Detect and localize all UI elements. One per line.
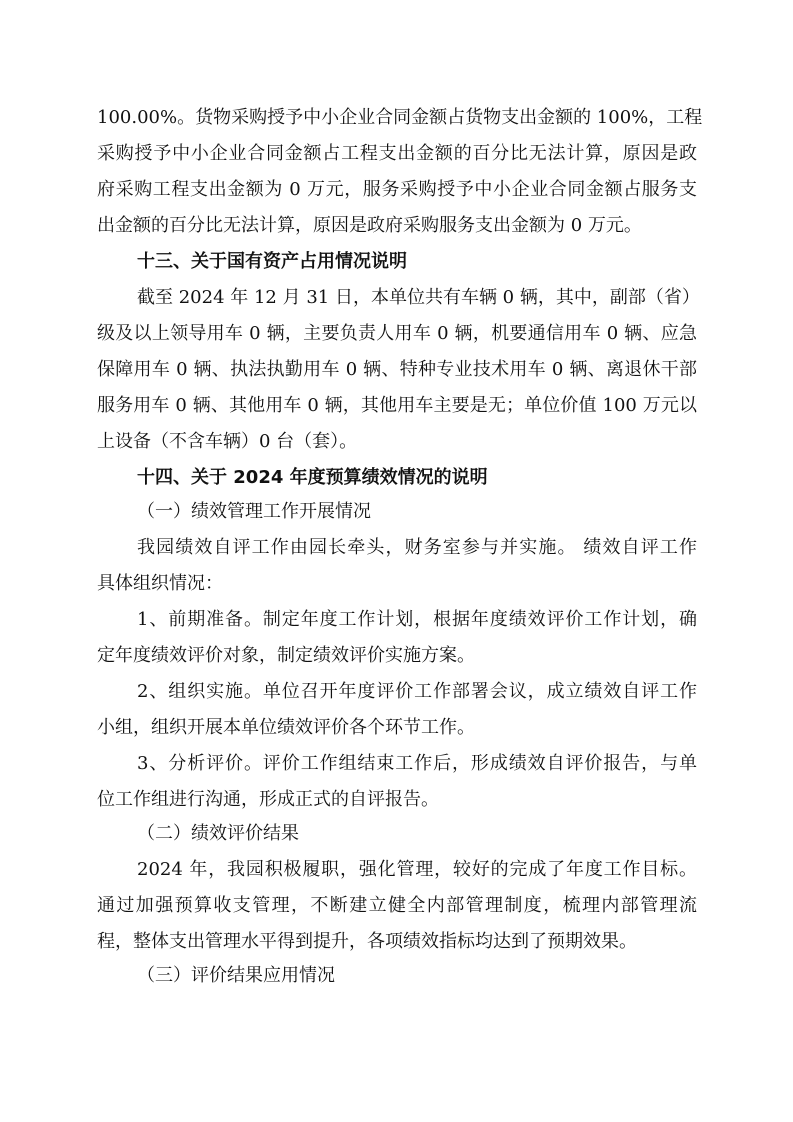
section-14-heading: 十四、关于 2024 年度预算绩效情况的说明 xyxy=(137,467,488,488)
body-text-line: 保障用车 0 辆、执法执勤用车 0 辆、特种专业技术用车 0 辆、离退休干部 xyxy=(97,359,697,380)
section-13-heading: 十三、关于国有资产占用情况说明 xyxy=(137,251,407,272)
list-item-line: 3、分析评价。评价工作组结束工作后，形成绩效自评价报告，与单 xyxy=(137,753,697,774)
list-item-line: 位工作组进行沟通，形成正式的自评报告。 xyxy=(97,789,439,810)
body-text-line: 程，整体支出管理水平得到提升，各项绩效指标均达到了预期效果。 xyxy=(97,931,637,952)
body-text-line: 出金额的百分比无法计算，原因是政府采购服务支出金额为 0 万元。 xyxy=(97,215,642,236)
list-item-line: 2、组织实施。单位召开年度评价工作部署会议，成立绩效自评工作 xyxy=(137,681,697,702)
list-item-line: 定年度绩效评价对象，制定绩效评价实施方案。 xyxy=(97,645,475,666)
subsection-3-title: （三）评价结果应用情况 xyxy=(137,965,335,986)
body-text-line: 2024 年，我园积极履职，强化管理，较好的完成了年度工作目标。 xyxy=(137,859,697,880)
body-text-line: 100.00%。货物采购授予中小企业合同金额占货物支出金额的 100%，工程 xyxy=(97,107,703,128)
body-text-line: 服务用车 0 辆、其他用车 0 辆，其他用车主要是无；单位价值 100 万元以 xyxy=(97,395,697,416)
body-text-line: 级及以上领导用车 0 辆，主要负责人用车 0 辆，机要通信用车 0 辆、应急 xyxy=(97,323,697,344)
body-text-line: 我园绩效自评工作由园长牵头，财务室参与并实施。 绩效自评工作 xyxy=(137,537,697,558)
body-text-line: 采购授予中小企业合同金额占工程支出金额的百分比无法计算，原因是政 xyxy=(97,143,697,164)
list-item-line: 1、前期准备。制定年度工作计划，根据年度绩效评价工作计划，确 xyxy=(137,609,697,630)
body-text-line: 截至 2024 年 12 月 31 日，本单位共有车辆 0 辆，其中，副部（省） xyxy=(137,287,700,308)
subsection-2-title: （二）绩效评价结果 xyxy=(137,823,299,844)
subsection-1-title: （一）绩效管理工作开展情况 xyxy=(137,501,371,522)
body-text-line: 具体组织情况： xyxy=(97,573,223,594)
body-text-line: 通过加强预算收支管理，不断建立健全内部管理制度，梳理内部管理流 xyxy=(97,895,697,916)
body-text-line: 府采购工程支出金额为 0 万元，服务采购授予中小企业合同金额占服务支 xyxy=(97,179,697,200)
list-item-line: 小组，组织开展本单位绩效评价各个环节工作。 xyxy=(97,717,475,738)
body-text-line: 上设备（不含车辆）0 台（套）。 xyxy=(97,431,358,452)
